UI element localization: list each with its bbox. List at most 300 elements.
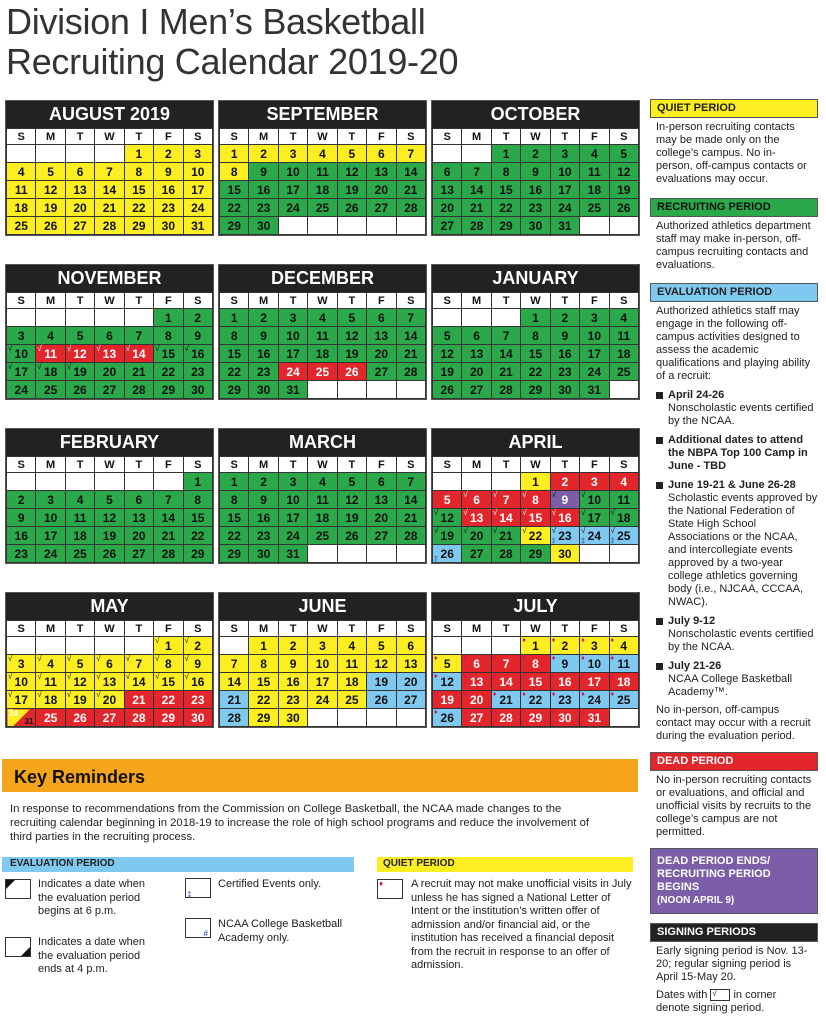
calendar-day: 21 [396, 345, 425, 363]
calendar-day: 13 [396, 655, 425, 673]
calendar-day: 24 [7, 381, 36, 399]
month-title: JANUARY [432, 265, 639, 292]
unofficial-visit-mark-icon: ♦ [610, 637, 615, 644]
calendar-day: 2 √ [183, 637, 212, 655]
calendar-day: 24 [183, 199, 212, 217]
signing-mark-icon: √ [125, 344, 131, 353]
signing-mark-icon: √ [184, 344, 189, 353]
calendar-day: 23 [7, 545, 36, 563]
calendar-day: 3 √ [7, 655, 36, 673]
calendar-blank [124, 637, 153, 655]
calendar-day: 19 [433, 363, 462, 381]
calendar-day: 23 [278, 691, 307, 709]
calendar-day: 6 [95, 327, 124, 345]
calendar-day: 3 [278, 473, 307, 491]
calendar-day: 27 [433, 217, 462, 235]
weekday-label: M [249, 457, 278, 473]
calendar-day: 9 [183, 327, 212, 345]
calendar-day: 26 [433, 381, 462, 399]
weekday-label: S [220, 457, 249, 473]
calendar-day: 30 [183, 381, 212, 399]
unofficial-visit-mark-icon: ♦ [434, 709, 438, 716]
calendar-day: 18 [308, 181, 337, 199]
month-calendar [5, 264, 214, 400]
calendar-day: 26 [609, 199, 638, 217]
calendar-day: 8 [124, 163, 153, 181]
signing-mark-icon: √ [492, 526, 498, 535]
calendar-day: 19 [337, 345, 366, 363]
calendar-day: 8 [220, 491, 249, 509]
calendar-blank [462, 473, 491, 491]
calendar-day: 19 [609, 181, 638, 199]
calendar-blank [367, 381, 396, 399]
calendar-day: 27 ♦ [462, 709, 491, 727]
calendar-day: 12 [433, 345, 462, 363]
calendar-day: 10 [278, 163, 307, 181]
calendar-blank [609, 709, 638, 727]
weekday-label: T [550, 129, 579, 145]
calendar-blank [95, 309, 124, 327]
calendar-day: 17 √ [7, 363, 36, 381]
calendar-day: 12 [337, 327, 366, 345]
signing-corner-icon: √ [710, 989, 730, 1001]
calendar-day: 31 [278, 381, 307, 399]
calendar-day: 8 [183, 491, 212, 509]
calendar-day: 22 [183, 527, 212, 545]
calendar-blank [36, 473, 65, 491]
calendar-day: 15 [521, 345, 550, 363]
calendar-blank [7, 473, 36, 491]
signing-mark-icon: √ [581, 490, 586, 499]
unofficial-visit-mark-icon: ♦ [522, 709, 526, 716]
calendar-day: 6 √ [95, 655, 124, 673]
calendar-blank [7, 145, 36, 163]
unofficial-visit-icon: ♦ [377, 879, 403, 899]
signing-mark-icon: √ [551, 508, 557, 517]
calendar-blank [7, 637, 36, 655]
calendar-day: 31 [550, 217, 579, 235]
calendar-day: 27 [462, 381, 491, 399]
calendar-day: 12 √ [65, 673, 94, 691]
calendar-day: 11 [609, 491, 638, 509]
calendar-day: 3 [278, 309, 307, 327]
calendar-blank [308, 545, 337, 563]
calendar-day: 29 [249, 709, 278, 727]
calendar-day: 1 [124, 145, 153, 163]
weekday-label: M [249, 621, 278, 637]
legend-dead-text: No in-person recruiting contacts or evaluations, and official and unofficial visits by recruits to the college’s campus are not permitted. [656, 774, 812, 838]
weekday-label: T [65, 457, 94, 473]
calendar-day: 6 ♦ [462, 655, 491, 673]
calendar-day: 2 [183, 309, 212, 327]
unofficial-visit-mark-icon: ♦ [581, 673, 585, 680]
weekday-label: T [491, 129, 520, 145]
calendar-day: 23 [550, 363, 579, 381]
weekday-label: T [278, 457, 307, 473]
month-calendar [431, 428, 640, 564]
calendar-day: 17 [183, 181, 212, 199]
unofficial-visit-mark-icon: ♦ [551, 709, 556, 716]
weekday-label: S [396, 293, 425, 309]
calendar-day: 13 √ [95, 673, 124, 691]
calendar-day: 12 [95, 509, 124, 527]
calendar-blank [36, 309, 65, 327]
calendar-blank [36, 637, 65, 655]
weekday-label: S [183, 293, 212, 309]
signing-mark-icon: √ [434, 526, 439, 535]
calendar-day: 14 [154, 509, 183, 527]
calendar-day: 3 [36, 491, 65, 509]
calendar-day: 19 [95, 527, 124, 545]
calendar-day: 24 [278, 363, 307, 381]
calendar-day: 10 [580, 327, 609, 345]
month-calendar [5, 592, 214, 728]
calendar-day: 24 31 [7, 709, 36, 727]
legend-recruiting-heading: RECRUITING PERIOD [650, 198, 818, 217]
calendar-day: 29 [521, 545, 550, 563]
calendar-day: 28 [220, 709, 249, 727]
calendar-blank [124, 473, 153, 491]
weekday-label: T [124, 293, 153, 309]
key-begins-text: Indicates a date when the evaluation period begins at 6 p.m. [38, 878, 146, 917]
calendar-day: 9 √ [183, 655, 212, 673]
calendar-blank [154, 473, 183, 491]
month-title: FEBRUARY [6, 429, 213, 456]
calendar-day: 22 [521, 363, 550, 381]
certified-event-icon: ‡ [581, 538, 586, 545]
signing-mark-icon: √ [96, 672, 101, 681]
calendar-day: 26 [337, 363, 366, 381]
calendar-day: 4 √ [36, 655, 65, 673]
calendar-day: 20 [433, 199, 462, 217]
calendar-day: 5 ♦ [433, 655, 462, 673]
calendar-day: 4 [308, 473, 337, 491]
calendar-day: 26 [367, 691, 396, 709]
unofficial-visit-mark-icon: ♦ [492, 691, 497, 698]
calendar-day: 13 [124, 509, 153, 527]
key-reminders-text: In response to recommendations from the Commission on College Basketball, the NCAA made changes to the recruiting calendar beginning in 2018-19 to increase the role of high school programs and reduce the involvement of third parties in the recruiting process. [10, 803, 590, 843]
unofficial-visit-mark-icon: ♦ [551, 691, 556, 698]
unofficial-visit-mark-icon: ♦ [463, 673, 467, 680]
calendar-day: 16 √ [183, 345, 212, 363]
calendar-day: 20 [65, 199, 94, 217]
calendar-day: 1 [521, 309, 550, 327]
signing-mark-icon: √ [8, 654, 13, 663]
calendar-day: 29 [154, 709, 183, 727]
weekday-label: T [550, 621, 579, 637]
calendar-day: 7 √ [491, 491, 520, 509]
calendar-blank [491, 309, 520, 327]
calendar-day: 31 [278, 545, 307, 563]
calendar-day: 21 ♦ [491, 691, 520, 709]
month-title: MAY [6, 593, 213, 620]
unofficial-visit-mark-icon: ♦ [463, 691, 467, 698]
calendar-day: 14 [396, 327, 425, 345]
calendar-blank [95, 637, 124, 655]
calendar-blank [95, 145, 124, 163]
calendar-day: 23 [521, 199, 550, 217]
calendar-day: 17 √ [7, 691, 36, 709]
calendar-day: 17 [278, 509, 307, 527]
calendar-day: 21 [491, 363, 520, 381]
calendar-day: 27 [95, 709, 124, 727]
calendar-day: 22 √ [521, 527, 550, 545]
calendar-blank [433, 637, 462, 655]
calendar-day: 16 √ [550, 509, 579, 527]
calendar-day: 23 √ ‡ [550, 527, 579, 545]
calendar-day: 23 [249, 527, 278, 545]
calendar-day: 26 ‡ [433, 545, 462, 563]
calendar-day: 26 [337, 527, 366, 545]
calendar-day: 4 [7, 163, 36, 181]
calendar-day: 24 √ ‡ [580, 527, 609, 545]
calendar-day: 11 ♦ [609, 655, 638, 673]
calendar-day: 19 [337, 509, 366, 527]
signing-mark-icon: √ [37, 344, 42, 353]
weekday-label: F [580, 621, 609, 637]
signing-mark-icon: √ [66, 362, 72, 371]
weekday-label: T [491, 621, 520, 637]
calendar-day: 5 [337, 473, 366, 491]
calendar-day: 15 [220, 345, 249, 363]
calendar-day: 27 [367, 527, 396, 545]
certified-event-icon: ‡ [610, 538, 615, 545]
calendar-day: 22 [491, 199, 520, 217]
weekday-label: M [462, 293, 491, 309]
weekday-label: M [36, 621, 65, 637]
month-title: SEPTEMBER [219, 101, 426, 128]
signing-mark-icon: √ [610, 526, 615, 535]
calendar-day: 10 [550, 163, 579, 181]
calendar-day: 30 [278, 709, 307, 727]
calendar-day: 26 [65, 381, 94, 399]
calendar-day: 2 [249, 145, 278, 163]
calendar-day: 5 [337, 145, 366, 163]
title-line-1: Division I Men’s Basketball [6, 1, 426, 42]
unofficial-visit-mark-icon: ♦ [522, 655, 526, 662]
unofficial-visit-mark-icon: ♦ [434, 655, 438, 662]
weekday-label: W [308, 129, 337, 145]
calendar-day: 21 [396, 509, 425, 527]
calendar-day: 18 √ [609, 509, 638, 527]
weekday-label: F [367, 621, 396, 637]
calendar-day: 17 [278, 181, 307, 199]
month-title: MARCH [219, 429, 426, 456]
calendar-day: 25 [609, 363, 638, 381]
calendar-day: 9 [278, 655, 307, 673]
calendar-day: 25 [308, 199, 337, 217]
unofficial-visit-mark-icon: ♦ [551, 673, 556, 680]
calendar-day: 14 √ [491, 509, 520, 527]
month-calendar [218, 428, 427, 564]
calendar-day: 8 [220, 163, 249, 181]
weekday-label: W [95, 621, 124, 637]
calendar-day: 4 [65, 491, 94, 509]
calendar-day: 22 [154, 363, 183, 381]
calendar-day: 23 [154, 199, 183, 217]
calendar-day: 28 [462, 217, 491, 235]
calendar-day: 23 ♦ [550, 691, 579, 709]
calendar-day: 25 [7, 217, 36, 235]
calendar-day: 30 [550, 381, 579, 399]
calendar-day: 6 [367, 473, 396, 491]
calendar-day: 28 [491, 545, 520, 563]
calendar-day: 13 [462, 345, 491, 363]
calendar-blank [580, 545, 609, 563]
calendar-day: 29 [183, 545, 212, 563]
unofficial-visit-mark-icon: ♦ [610, 655, 615, 662]
ends-4pm-icon [5, 937, 31, 957]
calendar-day: 15 √ [154, 673, 183, 691]
signing-mark-icon: √ [434, 508, 439, 517]
calendar-day: 29 [220, 217, 249, 235]
calendar-day: 8 [491, 163, 520, 181]
calendar-day: 14 [396, 491, 425, 509]
calendar-day: 31 [580, 381, 609, 399]
calendar-day: 26 [95, 545, 124, 563]
weekday-label: T [550, 457, 579, 473]
weekday-label: T [65, 129, 94, 145]
calendar-blank [65, 309, 94, 327]
calendar-day: 25 [36, 709, 65, 727]
calendar-day: 11 [308, 491, 337, 509]
calendar-day: 31 [183, 217, 212, 235]
weekday-label: W [308, 621, 337, 637]
calendar-day: 23 [183, 363, 212, 381]
calendar-day: 20 [367, 509, 396, 527]
calendar-day: 4 [609, 309, 638, 327]
calendar-day: 18 [337, 673, 366, 691]
weekday-label: F [367, 457, 396, 473]
weekday-label: S [183, 129, 212, 145]
calendar-blank [580, 217, 609, 235]
calendar-day: 5 [65, 327, 94, 345]
academy-icon: # [185, 918, 211, 938]
calendar-day: 6 [396, 637, 425, 655]
calendar-blank [462, 309, 491, 327]
calendar-day: 4 [308, 309, 337, 327]
calendar-day: 29 [154, 381, 183, 399]
calendar-day: 10 [183, 163, 212, 181]
calendar-day: 1 √ [154, 637, 183, 655]
calendar-day: 21 [95, 199, 124, 217]
calendar-day: 20 ♦ [462, 691, 491, 709]
calendar-day: 6 [367, 309, 396, 327]
calendar-day: 29 [521, 381, 550, 399]
calendar-day: 8 √ [154, 655, 183, 673]
calendar-day: 30 [521, 217, 550, 235]
weekday-label: T [65, 621, 94, 637]
calendar-day: 13 [65, 181, 94, 199]
weekday-label: M [36, 129, 65, 145]
calendar-blank [337, 381, 366, 399]
calendar-day: 10 [278, 327, 307, 345]
month-calendar [218, 592, 427, 728]
unofficial-visit-mark-icon: ♦ [492, 655, 497, 662]
page-title [6, 2, 458, 82]
calendar-day: 11 √ [36, 345, 65, 363]
calendar-day: 17 [308, 673, 337, 691]
weekday-label: M [462, 129, 491, 145]
weekday-label: F [580, 129, 609, 145]
calendar-day: 2 [550, 309, 579, 327]
calendar-day: 8 √ [521, 491, 550, 509]
calendar-day: 18 √ [36, 363, 65, 381]
unofficial-visit-mark-icon: ♦ [463, 655, 467, 662]
calendar-day: 13 [367, 491, 396, 509]
calendar-day: 1 [220, 473, 249, 491]
calendar-day: 19 [337, 181, 366, 199]
calendar-day: 19 [367, 673, 396, 691]
weekday-label: S [609, 621, 638, 637]
calendar-day: 13 √ [462, 509, 491, 527]
weekday-label: T [491, 293, 520, 309]
calendar-day: 14 ♦ [491, 673, 520, 691]
evaluation-item: July 9-12 Nonscholastic events certified by the NCAA. [650, 615, 818, 654]
calendar-day: 25 [308, 527, 337, 545]
calendar-day: 29 [220, 545, 249, 563]
signing-mark-icon: √ [492, 508, 498, 517]
calendar-day: 18 [609, 345, 638, 363]
calendar-day: 27 [124, 545, 153, 563]
calendar-day: 4 [337, 637, 366, 655]
signing-mark-icon: √ [125, 672, 131, 681]
calendar-day: 1 [183, 473, 212, 491]
calendar-day: 23 [183, 691, 212, 709]
unofficial-visit-mark-icon: ♦ [581, 709, 585, 716]
calendar-day: 16 √ [183, 673, 212, 691]
calendar-day: 12 √ [65, 345, 94, 363]
legend-signing-note: Dates with √ in corner denote signing period. [656, 989, 777, 1014]
calendar-day: 26 ♦ [433, 709, 462, 727]
calendar-day: 29 ♦ [521, 709, 550, 727]
weekday-label: M [249, 293, 278, 309]
calendar-day: 1 [220, 145, 249, 163]
calendar-blank [337, 217, 366, 235]
month-calendar [218, 264, 427, 400]
calendar-day: 19 √ [65, 363, 94, 381]
calendar-day: 4 [308, 145, 337, 163]
calendar-day: 16 [521, 181, 550, 199]
calendar-day: 4 [580, 145, 609, 163]
unofficial-visit-mark-icon: ♦ [492, 673, 497, 680]
signing-mark-icon: √ [155, 344, 160, 353]
calendar-day: 25 [337, 691, 366, 709]
calendar-day: 7 √ [124, 655, 153, 673]
calendar-blank [36, 145, 65, 163]
signing-mark-icon: √ [551, 490, 557, 499]
weekday-label: W [521, 621, 550, 637]
calendar-day: 1 [521, 473, 550, 491]
calendar-blank [65, 473, 94, 491]
key-unofficial-visit-text: A recruit may not make unofficial visits in July unless he has signed a National Letter of Intent or the institution’s written offer of admission and/or financial aid, or the institution has received a financial deposit from the recruit in response to an offer of admission. [411, 878, 632, 971]
legend-column [650, 99, 818, 1015]
calendar-day: 20 [367, 181, 396, 199]
calendar-day: 12 [367, 655, 396, 673]
calendar-blank [462, 637, 491, 655]
calendar-day: 16 [550, 345, 579, 363]
weekday-label: T [124, 129, 153, 145]
weekday-label: T [124, 621, 153, 637]
calendar-day: 2 ♦ [550, 637, 579, 655]
calendar-day: 12 ♦ [433, 673, 462, 691]
month-calendar [431, 264, 640, 400]
signing-mark-icon: √ [184, 636, 189, 645]
calendar-day: 26 [337, 199, 366, 217]
weekday-label: T [337, 621, 366, 637]
calendar-day: 15 [124, 181, 153, 199]
calendar-blank [367, 217, 396, 235]
